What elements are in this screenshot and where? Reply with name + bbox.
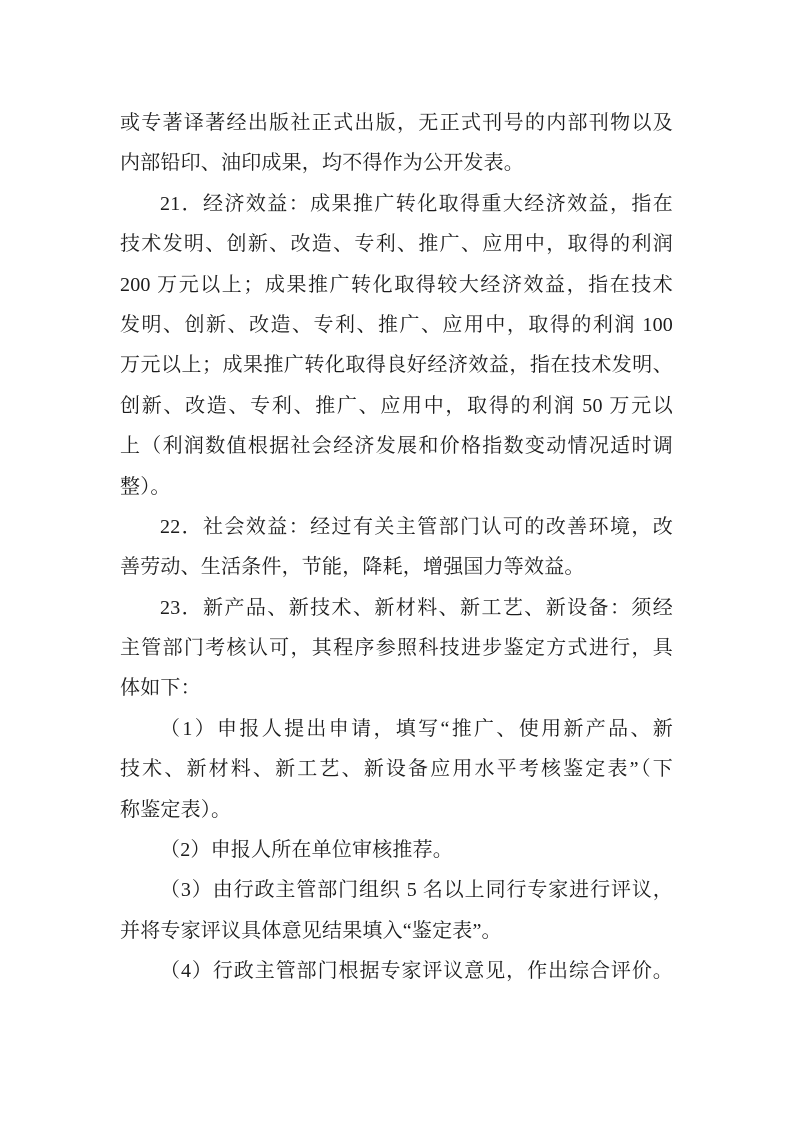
text-line: （4）行政主管部门根据专家评议意见，作出综合评价。	[160, 960, 673, 983]
text-line: 技术、新材料、新工艺、新设备应用水平考核鉴定表”（下	[120, 758, 673, 781]
text-line: （1）申报人提出申请，填写“推广、使用新产品、新	[160, 717, 673, 740]
text-line: 或专著译著经出版社正式出版，无正式刊号的内部刊物以及	[120, 112, 673, 134]
text-line: 发明、创新、改造、专利、推广、应用中，取得的利润 100	[120, 313, 673, 336]
text-line: 22．社会效益：经过有关主管部门认可的改善环境，改	[160, 515, 673, 538]
text-line: （3）由行政主管部门组织 5 名以上同行专家进行评议，	[160, 879, 673, 902]
text-line: 整）。	[120, 475, 171, 498]
text-line: 并将专家评议具体意见结果填入“鉴定表”。	[120, 919, 502, 942]
text-line: 创新、改造、专利、推广、应用中，取得的利润 50 万元以	[120, 394, 673, 417]
text-line: 23．新产品、新技术、新材料、新工艺、新设备：须经	[160, 596, 673, 619]
text-line: 21．经济效益：成果推广转化取得重大经济效益，指在	[160, 192, 673, 215]
text-line: 称鉴定表）。	[120, 798, 232, 821]
text-line: （2）申报人所在单位审核推荐。	[160, 839, 453, 862]
text-line: 万元以上；成果推广转化取得良好经济效益，指在技术发明、	[120, 354, 673, 377]
document-text-block	[120, 103, 673, 992]
text-line: 体如下：	[120, 677, 201, 700]
text-line: 主管部门考核认可，其程序参照科技进步鉴定方式进行，具	[120, 637, 673, 660]
text-line: 上（利润数值根据社会经济发展和价格指数变动情况适时调	[120, 435, 673, 458]
text-line: 技术发明、创新、改造、专利、推广、应用中，取得的利润	[120, 233, 673, 256]
text-line: 内部铅印、油印成果，均不得作为公开发表。	[120, 152, 524, 175]
text-line: 善劳动、生活条件，节能，降耗，增强国力等效益。	[120, 556, 585, 579]
text-line: 200 万元以上；成果推广转化取得较大经济效益，指在技术	[120, 273, 673, 296]
